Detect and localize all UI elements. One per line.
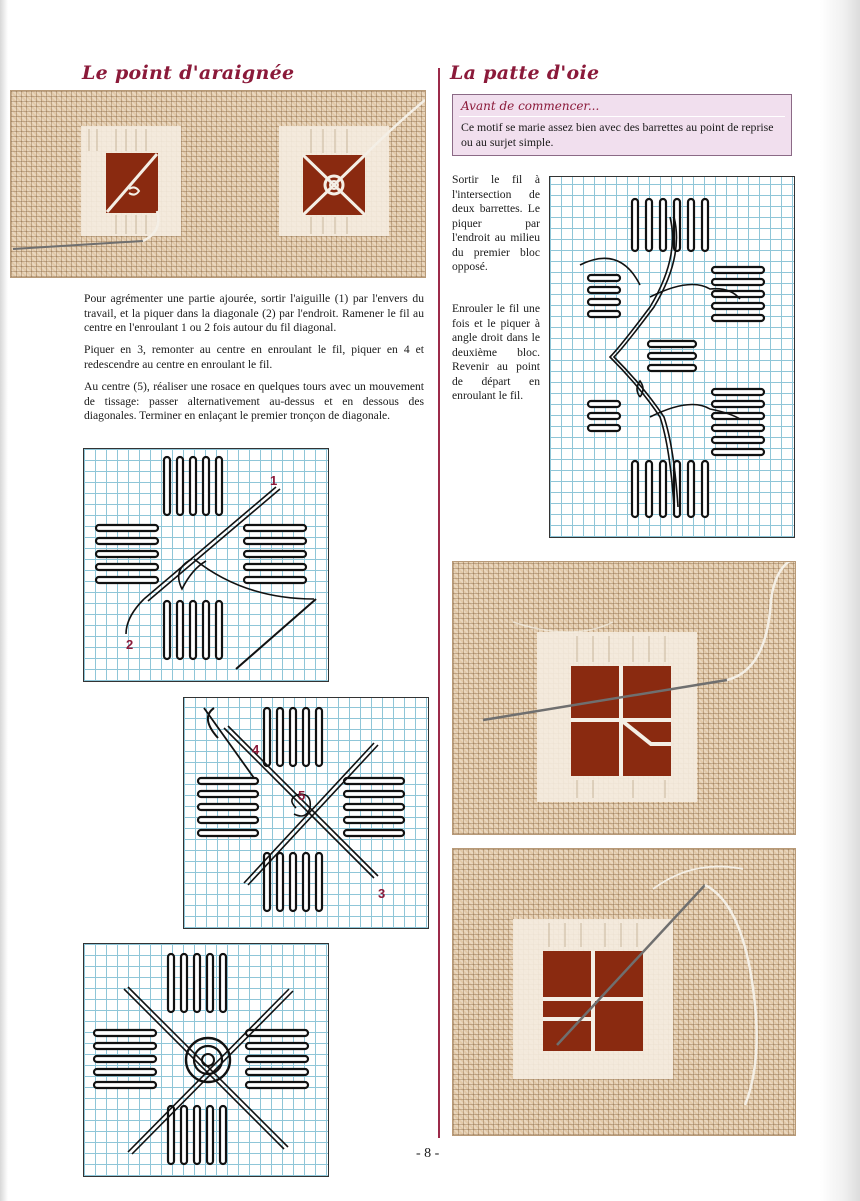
page-number: - 8 -: [416, 1146, 440, 1161]
step-label-5: 5: [298, 788, 306, 803]
crows-foot-photo-1: [452, 561, 796, 835]
fabric-block-1: [81, 126, 181, 236]
spider-stitch-photo: [10, 90, 426, 278]
crows-foot-diagram: [549, 176, 795, 538]
right-paragraph-1: Sortir le fil à l'intersection de deux barrettes. Le piquer par l'endroit au milieu du premier bloc opposé.: [452, 173, 540, 273]
callout-text: Ce motif se marie assez bien avec des barrettes au point de reprise ou au surjet simple.: [461, 120, 774, 149]
right-paragraph-2: Enrouler le fil une fois et le piquer à angle droit dans le deuxième bloc. Revenir au point de départ en enroulant le fil.: [452, 302, 540, 402]
step-label-3: 3: [378, 886, 386, 901]
spider-diagram-step-1: [83, 448, 329, 682]
callout-rule: [459, 116, 785, 117]
left-paragraph-1: Pour agrémenter une partie ajourée, sortir l'aiguille (1) par l'envers du travail, et la piquer dans la diagonale (2) par l'endroit. Ramener le fil au centre en l'enroulant 1 ou 2 fois autour du fil diagonal.: [84, 292, 424, 334]
left-section-title: Le point d'araignée: [82, 62, 295, 84]
spider-diagram-step-2: [183, 697, 429, 929]
step-label-4: 4: [252, 742, 260, 757]
crows-foot-photo-2: [452, 848, 796, 1136]
left-paragraph-2: Piquer en 3, remonter au centre en enroulant le fil, piquer en 4 et redescendre au centre en enroulant le fil.: [84, 343, 424, 371]
fabric-block-2: [279, 100, 425, 236]
callout-title: Avant de commencer...: [461, 99, 600, 113]
column-divider: [438, 68, 440, 1138]
left-paragraph-3: Au centre (5), réaliser une rosace en quelques tours avec un mouvement de tissage: passer alternativement au-dessus et en dessous des diagonales. Terminer en enlaçant le premier tronçon de diagonale.: [84, 380, 424, 422]
right-section-title: La patte d'oie: [450, 62, 600, 84]
needle: [13, 241, 143, 249]
before-starting-callout: [452, 94, 792, 156]
page-edge-right: [820, 0, 860, 1201]
step-label-2: 2: [126, 637, 134, 652]
step-label-1: 1: [270, 473, 278, 488]
spider-diagram-step-3: [83, 943, 329, 1177]
page-edge-left: [0, 0, 8, 1201]
